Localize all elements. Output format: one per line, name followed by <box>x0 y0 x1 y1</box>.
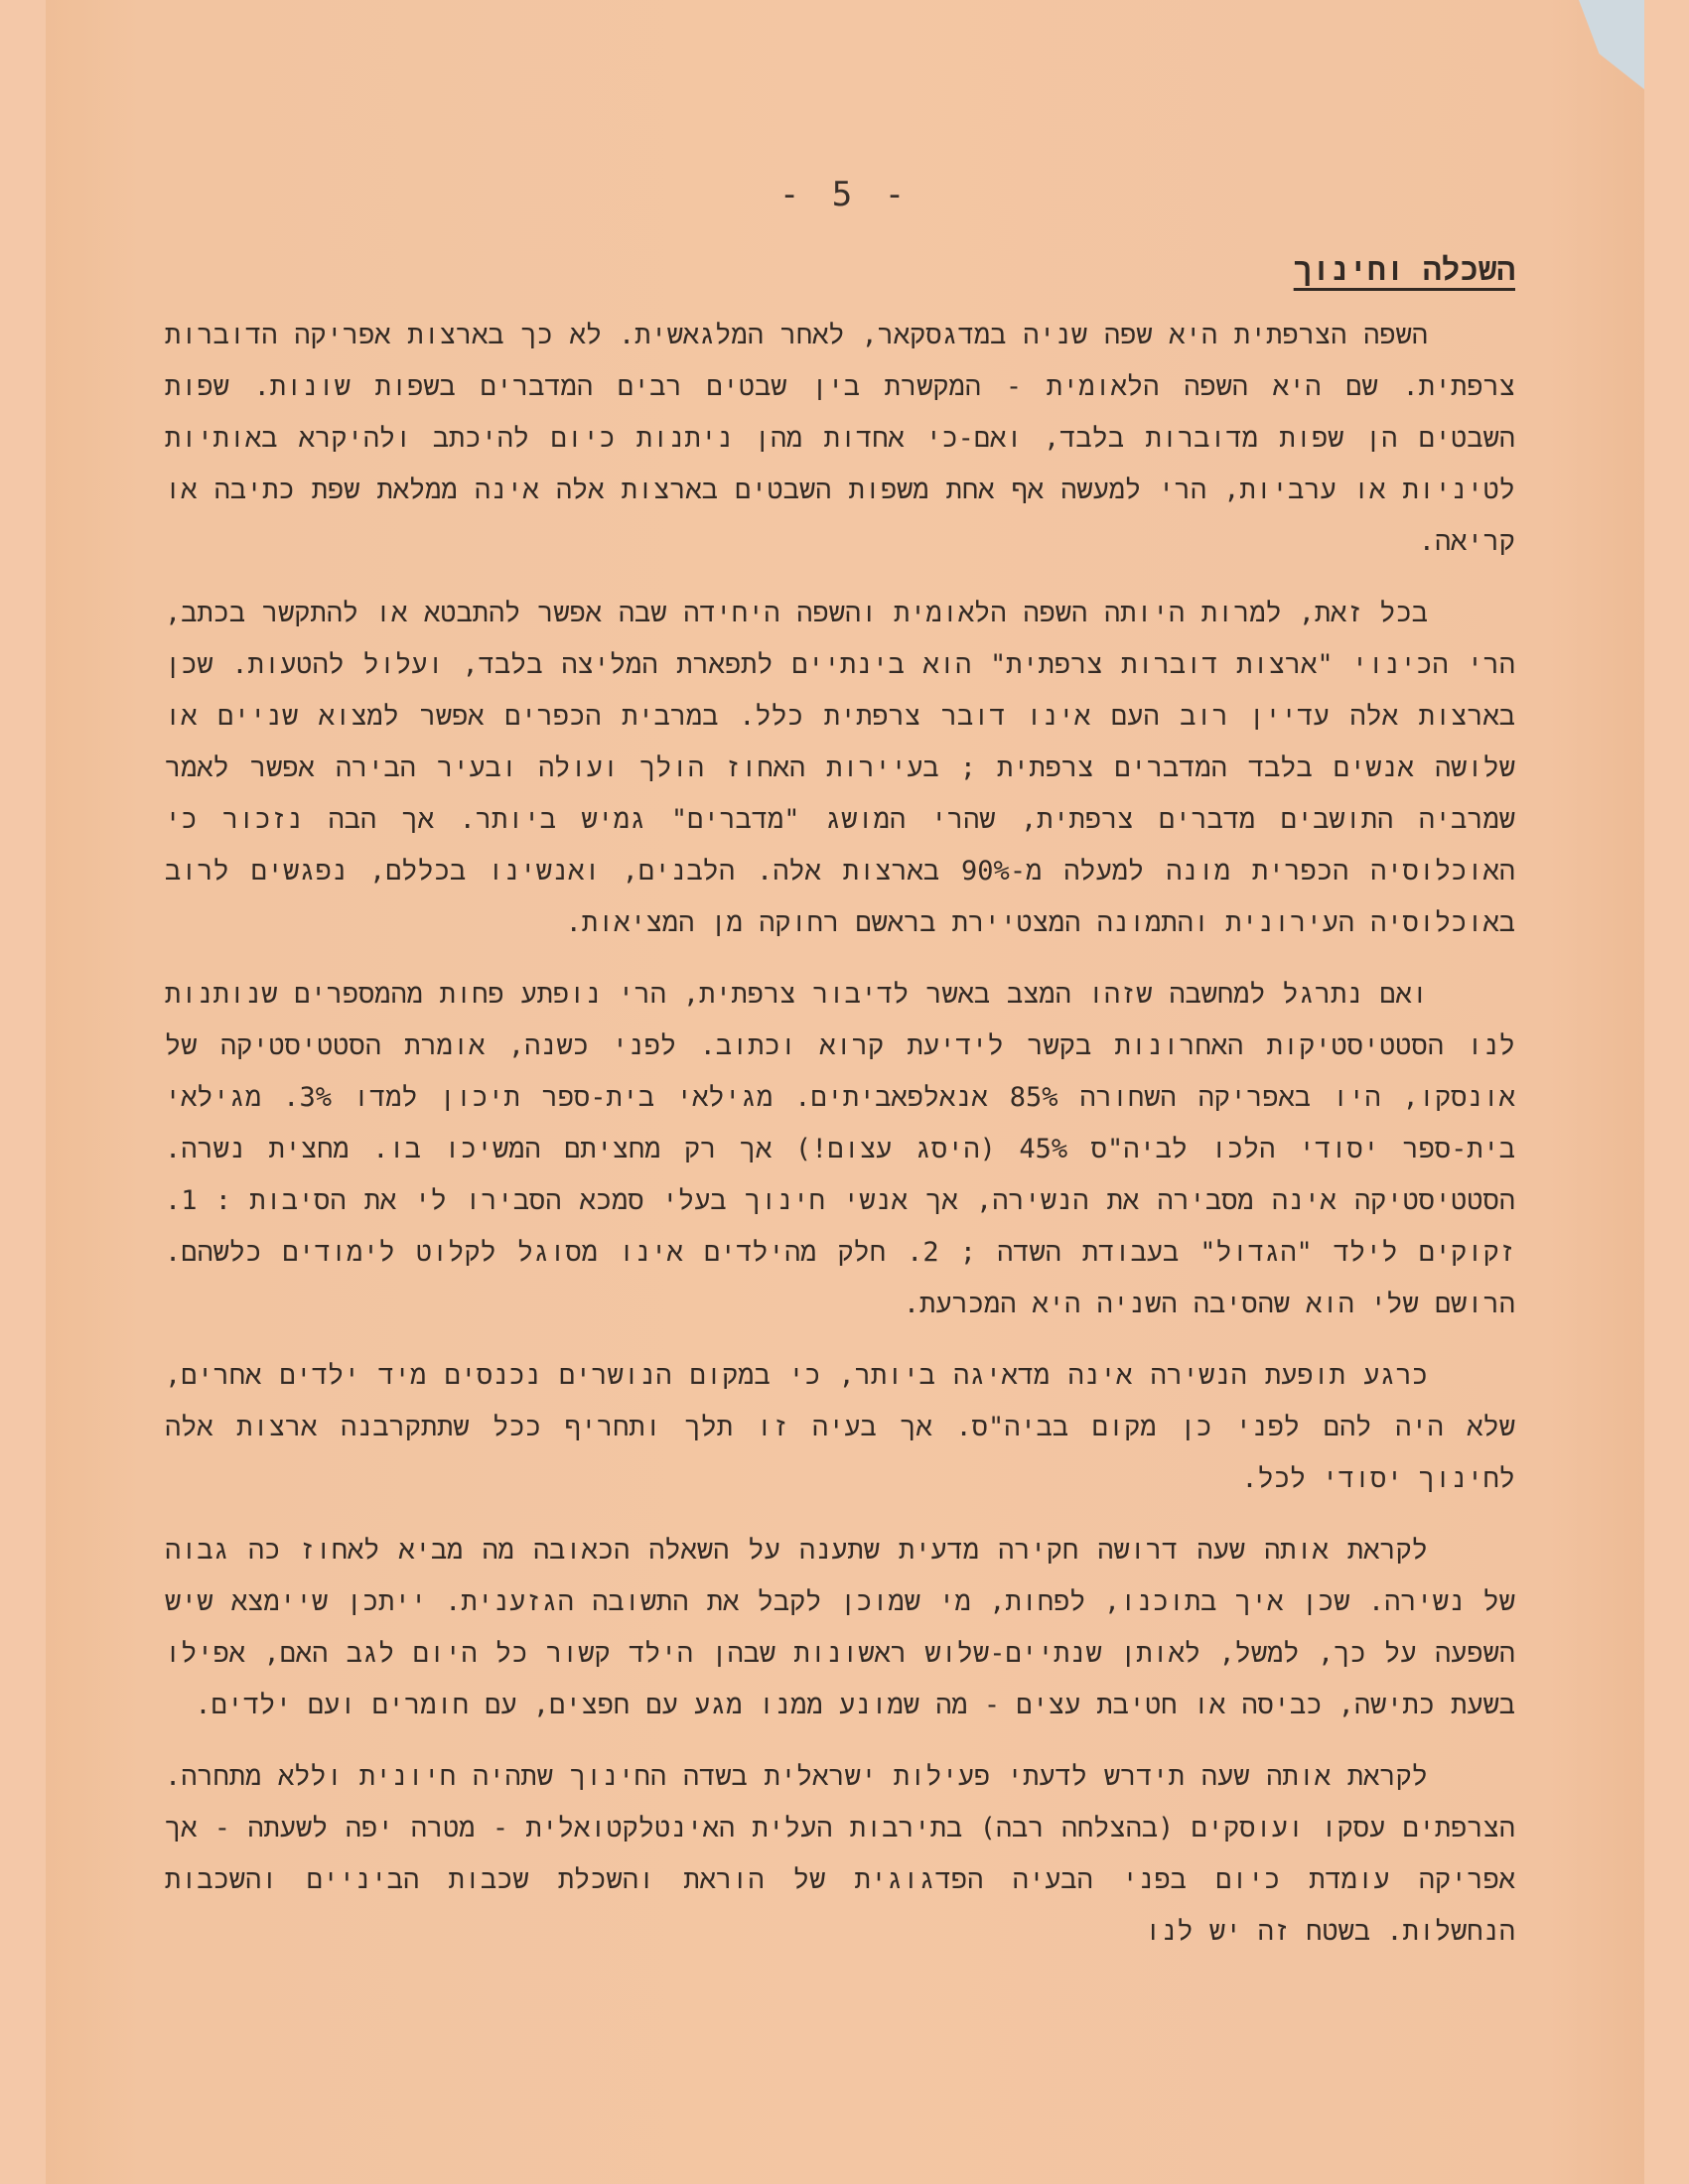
torn-corner <box>1525 0 1644 89</box>
paper-sheet <box>46 0 1644 2184</box>
page-number: - 5 - <box>778 175 912 214</box>
section-heading: השכלה וחינוך <box>1293 252 1515 288</box>
document-body <box>165 246 1515 1978</box>
paragraph-2: בכל זאת, למרות היותה השפה הלאומית והשפה היחידה שבה אפשר להתבטא או להתקשר בכתב, הרי הכינוי "ארצות דוברות צרפתית" הוא בינתיים לתפארת המליצה בלבד, ועלול להטעות. שכן בארצות אלה עדיין רוב העם אינו דובר צרפתית כלל. במרבית הכפרים אפשר למצוא שניים או שלושה אנשים בלבד המדברים צרפתית ; בעיירות האחוז הולך ועולה ובעיר הבירה אפשר לאמר שמרביה התושבים מדברים צרפתית, שהרי המושג "מדברים" גמיש ביותר. אך הבה נזכור כי האוכלוסיה הכפרית מונה למעלה מ-90% בארצות אלה. הלבנים, ואנשינו בכללם, נפגשים לרוב באוכלוסיה העירונית והתמונה המצטיירת בראשם רחוקה מן המציאות. <box>165 598 1515 938</box>
paragraph-4: כרגע תופעת הנשירה אינה מדאיגה ביותר, כי במקום הנושרים נכנסים מיד ילדים אחרים, שלא היה להם לפני כן מקום בביה"ס. אך בעיה זו תלך ותחריף ככל שתתקרבנה ארצות אלה לחינוך יסודי לכל. <box>165 1360 1515 1494</box>
paragraph-5: לקראת אותה שעה דרושה חקירה מדעית שתענה על השאלה הכאובה מה מביא לאחוז כה גבוה של נשירה. שכן איך בתוכנו, לפחות, מי שמוכן לקבל את התשובה הגזענית. ייתכן שיימצא שיש השפעה על כך, למשל, לאותן שנתיים-שלוש ראשונות שבהן הילד קשור כל היום לגב האם, אפילו בשעת כתישה, כביסה או חטיבת עצים - מה שמונע ממנו מגע עם חפצים, עם חומרים ועם ילדים. <box>165 1535 1515 1720</box>
paragraph-1: השפה הצרפתית היא שפה שניה במדגסקאר, לאחר המלגאשית. לא כך בארצות אפריקה הדוברות צרפתית. שם היא השפה הלאומית - המקשרת בין שבטים רבים המדברים בשפות שונות. שפות השבטים הן שפות מדוברות בלבד, ואם-כי אחדות מהן ניתנות כיום להיכתב ולהיקרא באותיות לטיניות או ערביות, הרי למעשה אף אחת משפות השבטים בארצות אלה אינה ממלאת שפת כתיבה או קריאה. <box>165 320 1515 557</box>
paragraph-3: ואם נתרגל למחשבה שזהו המצב באשר לדיבור צרפתית, הרי נופתע פחות מהמספרים שנותנות לנו הסטטיסטיקות האחרונות בקשר לידיעת קרוא וכתוב. לפני כשנה, אומרת הסטטיסטיקה של אונסקו, היו באפריקה השחורה 85% אנאלפאביתים. מגילאי בית-ספר תיכון למדו 3%. מגילאי בית-ספר יסודי הלכו לביה"ס 45% (היסג עצום!) אך רק מחציתם המשיכו בו. מחצית נשרה. הסטטיסטיקה אינה מסבירה את הנשירה, אך אנשי חינוך בעלי סמכא הסבירו לי את הסיבות : 1. זקוקים לילד "הגדול" בעבודת השדה ; 2. חלק מהילדים אינו מסוגל לקלוט לימודים כלשהם. הרושם שלי הוא שהסיבה השניה היא המכרעת. <box>165 979 1515 1319</box>
paragraph-6: לקראת אותה שעה תידרש לדעתי פעילות ישראלית בשדה החינוך שתהיה חיונית וללא מתחרה. הצרפתים עסקו ועוסקים (בהצלחה רבה) בתירבות העלית האינטלקטואלית - מטרה יפה לשעתה - אך אפריקה עומדת כיום בפני הבעיה הפדגוגית של הוראת והשכלת שכבות הביניים והשכבות הנחשלות. בשטח זה יש לנו <box>165 1761 1515 1947</box>
